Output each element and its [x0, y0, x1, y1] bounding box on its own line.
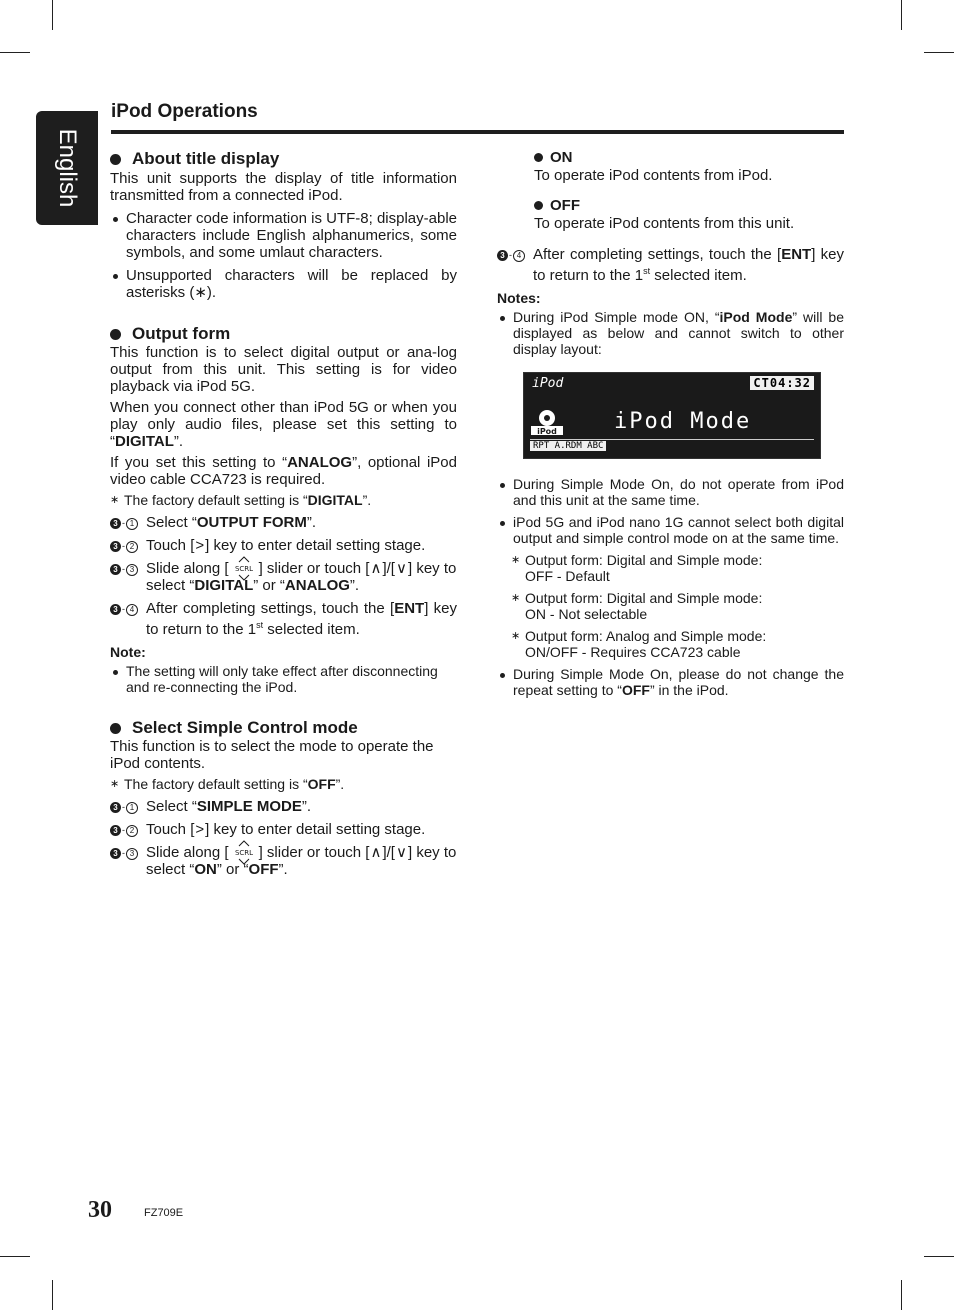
about-bullet: Character code information is UTF-8; display-able characters include English alphanumerics, some symbols, and some umlaut characters. — [110, 210, 457, 261]
up-key-icon: ∧ — [370, 844, 382, 861]
svg-text:SCRL: SCRL — [234, 564, 253, 573]
output-paragraph: If you set this setting to “ANALOG”, optional iPod video cable CCA723 is required. — [110, 454, 457, 488]
notes-heading: Notes: — [497, 290, 541, 306]
simple-step-3: 3 - 3 Slide along [ SCRL ] slider or touch [∧]/[∨] key to select “ON” or “OFF”. — [110, 844, 457, 878]
lcd-source: iPod — [532, 376, 564, 391]
crop-mark — [52, 0, 53, 30]
right-column — [497, 149, 844, 357]
simple-heading: Select Simple Control mode — [110, 719, 457, 736]
output-heading: Output form — [110, 325, 457, 342]
section-title: iPod Operations — [111, 101, 258, 122]
output-paragraph: This function is to select digital output or ana-log output from this unit. This setting is for video playback via iPod 5G. — [110, 344, 457, 395]
right-column-notes — [497, 476, 844, 698]
up-key-icon: ∧ — [370, 560, 382, 577]
on-option-label: ON — [534, 149, 844, 166]
crop-mark — [901, 0, 902, 30]
right-step-4: 3 - 4 After completing settings, touch the [ENT] key to return to the 1st selected item. — [497, 246, 844, 284]
output-note-heading: Note: — [110, 644, 146, 660]
crop-mark — [52, 1280, 53, 1310]
lcd-divider — [530, 439, 814, 440]
lcd-mode-text: iPod Mode — [614, 409, 752, 434]
on-option-desc: To operate iPod contents from iPod. — [534, 167, 773, 184]
crop-mark — [924, 1256, 954, 1257]
note-item: iPod 5G and iPod nano 1G cannot select both digital output and simple control mode on at the same time. — [497, 514, 844, 546]
about-heading: About title display — [110, 150, 457, 167]
simple-paragraph: This function is to select the mode to operate the iPod contents. — [110, 738, 434, 772]
output-step-2: 3 - 2 Touch [>] key to enter detail setting stage. — [110, 537, 457, 554]
scroll-slider-icon — [229, 846, 259, 861]
simple-step-2: 3 - 2 Touch [>] key to enter detail setting stage. — [110, 821, 457, 838]
left-column — [110, 150, 457, 878]
note-sub-item: ∗ Output form: Digital and Simple mode: ON - Not selectable — [511, 590, 844, 622]
simple-default: ∗ The factory default setting is “OFF”. — [110, 776, 457, 793]
simple-step-1: 3 - 1 Select “SIMPLE MODE”. — [110, 798, 457, 815]
svg-text:iPod: iPod — [537, 427, 557, 435]
language-tab — [36, 111, 98, 225]
output-step-3: 3 - 3 Slide along [ SCRL ] slider or touch [∧]/[∨] key to select “DIGITAL” or “ANALOG”. — [110, 560, 457, 594]
right-key-icon: > — [195, 821, 205, 838]
crop-mark — [901, 1280, 902, 1310]
output-step-4: 3 - 4 After completing settings, touch the [ENT] key to return to the 1st selected item. — [110, 600, 457, 638]
output-step-1: 3 - 1 Select “OUTPUT FORM”. — [110, 514, 457, 531]
crop-mark — [0, 1256, 30, 1257]
off-option-label: OFF — [534, 197, 844, 214]
scroll-slider-icon — [229, 562, 259, 577]
page-number: 30 — [88, 1197, 112, 1223]
note-item: During iPod Simple mode ON, “iPod Mode” will be displayed as below and cannot switch to other display layout: — [497, 309, 844, 357]
output-note: The setting will only take effect after disconnecting and re-connecting the iPod. — [110, 663, 457, 695]
down-key-icon: ∨ — [395, 560, 407, 577]
right-key-icon: > — [195, 537, 205, 554]
model-code: FZ709E — [144, 1207, 184, 1219]
note-item: During Simple Mode On, do not operate from iPod and this unit at the same time. — [497, 476, 844, 508]
crop-mark — [0, 52, 30, 53]
about-intro: This unit supports the display of title information transmitted from a connected iPod. — [110, 170, 457, 204]
ipod-logo-icon — [530, 409, 564, 435]
off-option-desc: To operate iPod contents from this unit. — [534, 215, 795, 232]
language-tab-label: English — [54, 128, 81, 208]
crop-mark — [924, 52, 954, 53]
note-sub-item: ∗ Output form: Digital and Simple mode: OFF - Default — [511, 552, 844, 584]
note-sub-item: ∗ Output form: Analog and Simple mode: ON/OFF - Requires CCA723 cable — [511, 628, 844, 660]
lcd-time: CT04:32 — [750, 376, 814, 390]
lcd-display-illustration — [523, 372, 821, 459]
lcd-indicators: RPT A.RDM ABC — [530, 441, 606, 451]
svg-text:SCRL: SCRL — [234, 848, 253, 857]
section-rule — [111, 130, 844, 134]
output-paragraph: When you connect other than iPod 5G or when you play only audio files, please set this setting to “DIGITAL”. — [110, 399, 457, 450]
output-default: ∗ The factory default setting is “DIGITAL”. — [110, 492, 457, 509]
down-key-icon: ∨ — [395, 844, 407, 861]
note-item: During Simple Mode On, please do not change the repeat setting to “OFF” in the iPod. — [497, 666, 844, 698]
about-bullet: Unsupported characters will be replaced by asterisks (∗). — [110, 267, 457, 301]
